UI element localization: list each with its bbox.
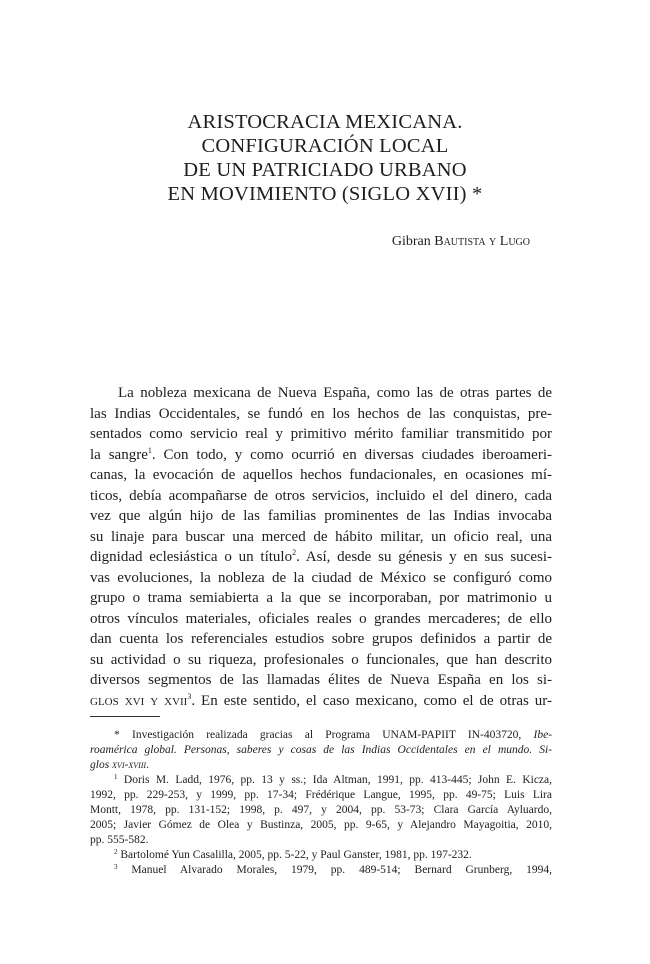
body-line: su actividad o su riqueza, profesionales o funcionales, que han descrito (90, 651, 552, 668)
body-line-part: . Así, desde su génesis y en sus sucesi- (296, 549, 552, 565)
body-line-part: . Con todo, y como ocurrió en diversas ciudades iberoameri- (151, 446, 552, 463)
footnote-text: Investigación realizada gracias al Programa UNAM-PAPIIT IN-403720, (132, 729, 522, 741)
footnote-text-italic: roamérica global. Personas, saberes y cosas de las Indias Occidentales en el mundo. Si- (90, 744, 552, 756)
footnotes (90, 728, 552, 878)
footnote-text: . (146, 759, 149, 771)
body-line: vas evoluciones, la nobleza de la ciudad de México se configuró como (90, 569, 552, 586)
title-line: DE UN PATRICIADO URBANO (183, 159, 467, 181)
footnote-ref-3[interactable]: 3 (187, 691, 192, 701)
footnote-text: Doris M. Ladd, 1976, pp. 13 y ss.; Ida Altman, 1991, pp. 413-445; John E. Kicza, (123, 774, 553, 786)
footnote-marker: 3 (114, 863, 118, 871)
author-byline (392, 234, 530, 250)
footnote-ref-1[interactable]: 1 (147, 445, 152, 455)
body-line: La nobleza mexicana de Nueva España, como las de otras partes de (118, 385, 552, 401)
footnote-text-smallcaps: xvi-xviii (112, 759, 147, 771)
footnote-ref-2[interactable]: 2 (292, 548, 297, 557)
footnote-text: Bartolomé Yun Casalilla, 2005, pp. 5-22, y Paul Ganster, 1981, pp. 197-232. (120, 849, 472, 861)
footnote-star (90, 728, 552, 773)
body-line: diversos segmentos de las llamadas élites de Nueva España en los si- (90, 672, 552, 688)
body-line: sentados como servicio real y primitivo mérito familiar transmitido por (90, 426, 552, 442)
body-line: dan cuenta los referenciales estudios sobre grupos definidos a partir de (90, 631, 552, 647)
footnote-text-italic: Ibe- (533, 729, 553, 741)
body-line-part: . En este sentido, el caso mexicano, como el de otras ur- (191, 692, 552, 709)
body-line-part: la sangre (90, 446, 148, 463)
footnote-line: 2005; Javier Gómez de Olea y Bustinza, 2005, pp. 9-65, y Alejandro Mayagoitia, 2010, (90, 819, 552, 831)
footnote-2 (90, 848, 552, 863)
body-paragraph (90, 383, 552, 711)
body-line-part: glos xvi y xvii (90, 692, 188, 709)
title-line: ARISTOCRACIA MEXICANA. (187, 111, 463, 133)
body-line: vez que algún hijo de las familias prominentes de las Indias invocaba (90, 508, 552, 524)
body-line (90, 691, 552, 712)
body-line (90, 445, 552, 466)
footnote-line (90, 863, 552, 878)
body-line: grupo o trama semiabierta a la que se incorporaban, por matrimonio u (90, 590, 552, 606)
title-line: CONFIGURACIÓN LOCAL (201, 135, 449, 157)
footnote-line (90, 773, 552, 788)
footnote-line: 1992, pp. 229-253, y 1999, pp. 17-34; Frédérique Langue, 1995, pp. 49-75; Luis Lira (90, 789, 552, 801)
title-line: EN MOVIMIENTO (SIGLO XVII) * (167, 183, 483, 205)
footnote-text-italic: glos (90, 759, 110, 771)
body-line (90, 547, 552, 568)
footnote-divider (90, 716, 160, 717)
footnote-line (90, 743, 552, 758)
author-given-name: Gibran (391, 234, 431, 249)
footnote-line: pp. 555-582. (90, 834, 149, 846)
body-line: las Indias Occidentales, se fundó en los hechos de las conquistas, pre- (90, 405, 552, 422)
body-line: su linaje para buscar una merced de hábito militar, un oficio real, una (90, 528, 552, 545)
footnote-line (90, 728, 552, 743)
footnote-3 (90, 863, 552, 878)
footnote-marker: * (114, 729, 120, 741)
footnote-line (90, 848, 552, 863)
body-line-part: dignidad eclesiástica o un título (90, 549, 293, 565)
author-surname: Bautista y Lugo (434, 234, 530, 249)
body-line: ticos, debía acompañarse de otros servicios, incluido el del dinero, cada (90, 487, 552, 504)
footnote-line (90, 758, 552, 773)
footnote-1 (90, 773, 552, 848)
body-line: canas, la evocación de aquellos hechos fundacionales, en ocasiones mí- (90, 467, 552, 483)
footnote-marker: 1 (114, 773, 118, 781)
footnote-text: Manuel Alvarado Morales, 1979, pp. 489-514; Bernard Grunberg, 1994, (131, 864, 553, 876)
footnote-line: Montt, 1978, pp. 131-152; 1998, p. 497, y 2004, pp. 53-73; Clara García Ayluardo, (90, 804, 552, 816)
article-title (60, 110, 590, 206)
body-line: otros vínculos materiales, oficiales reales o grandes mercaderes; de ello (90, 610, 552, 627)
footnote-marker: 2 (114, 848, 118, 856)
